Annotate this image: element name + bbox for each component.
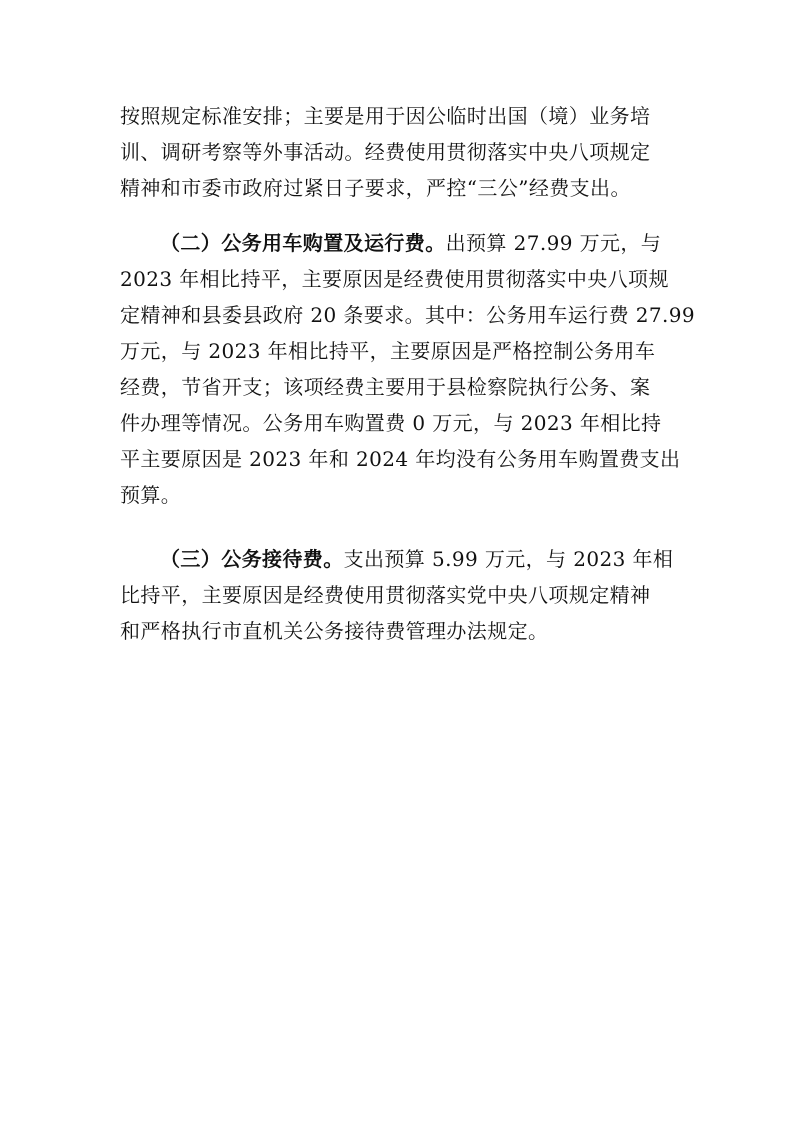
text-line: 训、调研考察等外事活动。经费使用贯彻落实中央八项规定 — [120, 140, 651, 164]
text-line: 定精神和县委县政府 20 条要求。其中：公务用车运行费 27.99 — [120, 303, 695, 327]
paragraph-vehicle-costs — [120, 225, 695, 513]
text-line: 按照规定标准安排；主要是用于因公临时出国（境）业务培 — [120, 104, 651, 128]
paragraph-reception-costs — [120, 541, 680, 649]
text-line: 精神和市委市政府过紧日子要求，严控“三公”经费支出。 — [120, 176, 631, 200]
text-line: 件办理等情况。公务用车购置费 0 万元，与 2023 年相比持 — [120, 411, 662, 435]
paragraph-foreign-travel — [120, 98, 680, 206]
paragraph-first-line — [120, 225, 680, 261]
text-line: 经费，节省开支；该项经费主要用于县检察院执行公务、案 — [120, 375, 651, 399]
section-heading-vehicle: （二）公务用车购置及运行费。 — [160, 231, 446, 255]
section-heading-reception: （三）公务接待费。 — [160, 547, 344, 571]
text-fragment: 支出预算 5.99 万元，与 2023 年相 — [343, 547, 674, 571]
text-line: 预算。 — [120, 483, 182, 507]
paragraph-first-line — [120, 541, 680, 577]
text-line: 比持平，主要原因是经费使用贯彻落实党中央八项规定精神 — [120, 583, 651, 607]
text-line: 和严格执行市直机关公务接待费管理办法规定。 — [120, 619, 549, 643]
text-line: 平主要原因是 2023 年和 2024 年均没有公务用车购置费支出 — [120, 447, 681, 471]
text-line: 2023 年相比持平，主要原因是经费使用贯彻落实中央八项规 — [120, 267, 669, 291]
text-fragment: 出预算 27.99 万元，与 — [445, 231, 662, 255]
text-line: 万元，与 2023 年相比持平，主要原因是严格控制公务用车 — [120, 339, 656, 363]
